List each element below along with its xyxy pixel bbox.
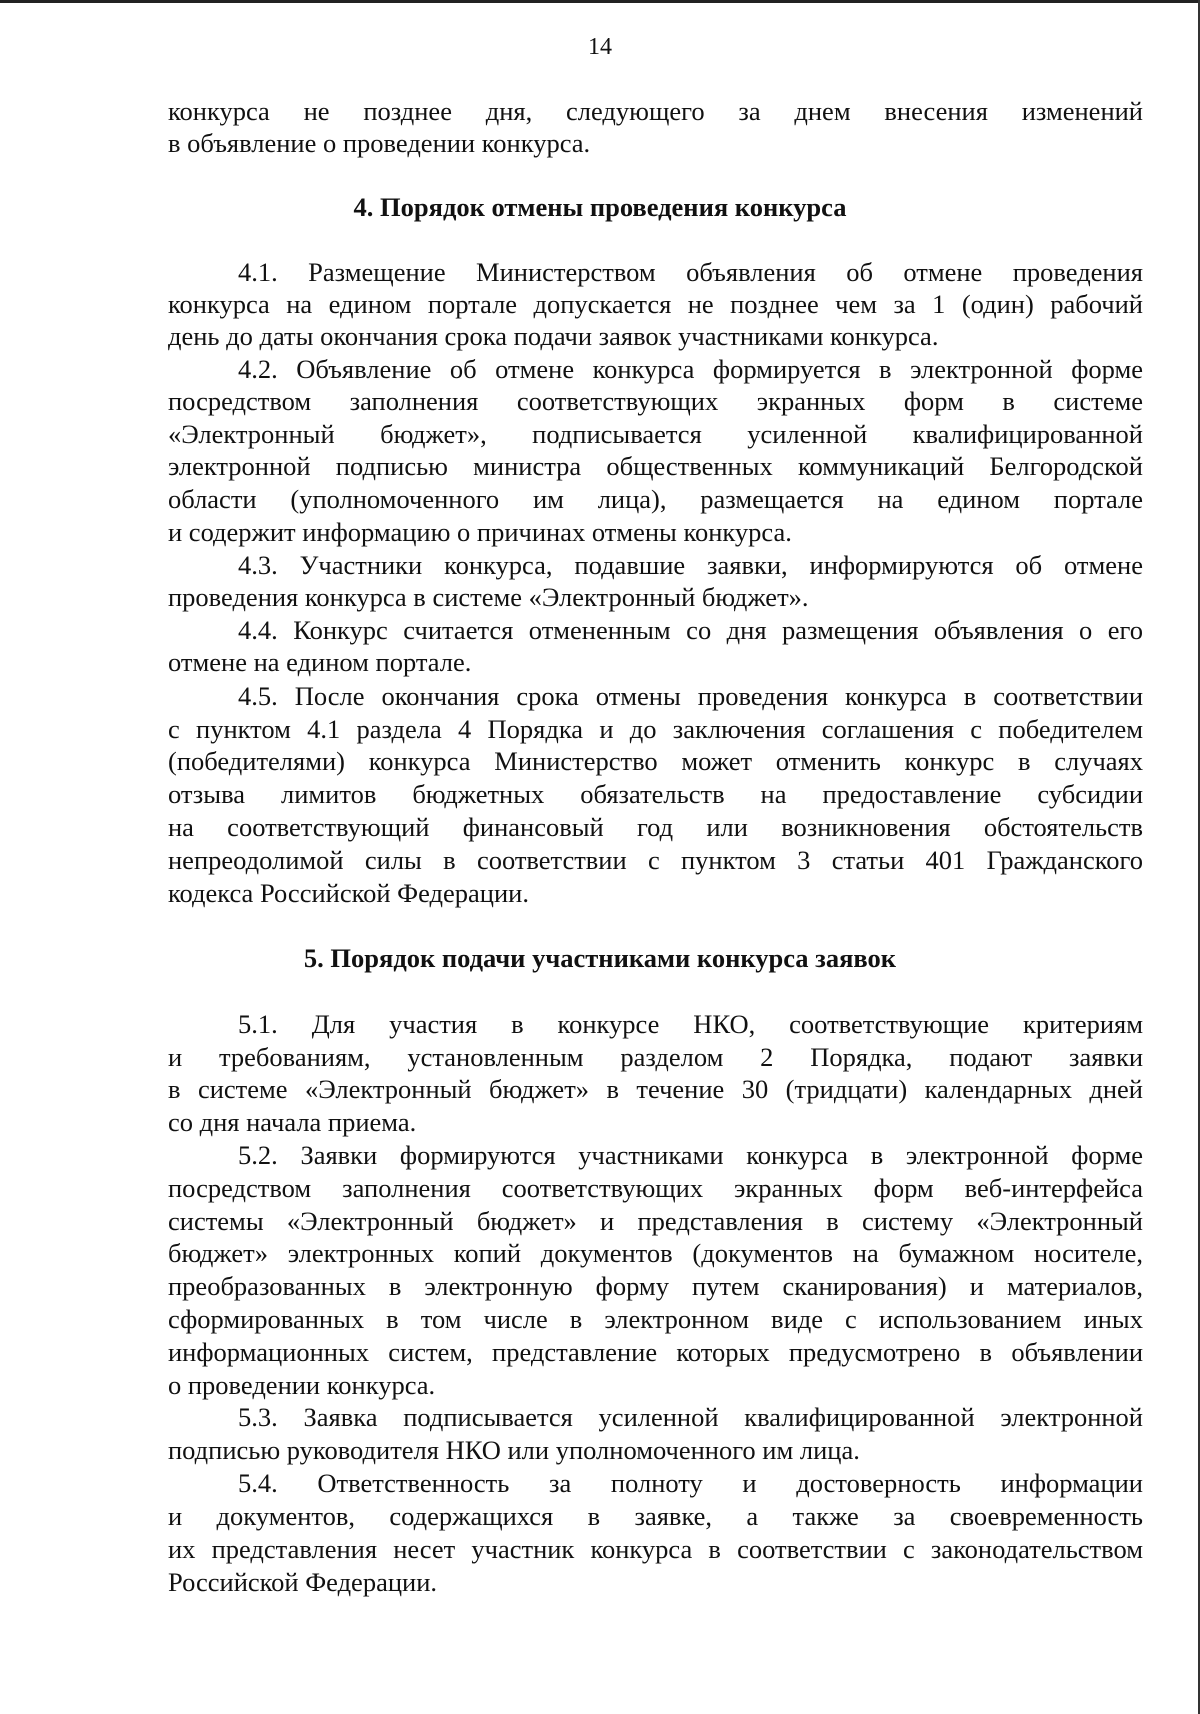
paragraph-5-2-line: сформированных в том числе в электронном виде с использованием иных bbox=[168, 1304, 1143, 1334]
paragraph-5-1-line: со дня начала приема. bbox=[168, 1107, 417, 1137]
section-5-heading: 5. Порядок подачи участниками конкурса заявок bbox=[303, 943, 897, 973]
paragraph-5-4-line: и документов, содержащихся в заявке, а также за своевременность bbox=[168, 1501, 1143, 1531]
paragraph-5-2-line: системы «Электронный бюджет» и представления в систему «Электронный bbox=[168, 1206, 1143, 1236]
paragraph-4-2-line: области (уполномоченного им лица), размещается на едином портале bbox=[168, 484, 1143, 514]
paragraph-5-3-line: подписью руководителя НКО или уполномоченного им лица. bbox=[168, 1435, 860, 1465]
paragraph-5-2-line: о проведении конкурса. bbox=[168, 1370, 436, 1400]
paragraph-5-2-line: преобразованных в электронную форму путем сканирования) и материалов, bbox=[168, 1271, 1143, 1301]
paragraph-4-2-line: посредством заполнения соответствующих экранных форм в системе bbox=[168, 386, 1143, 416]
paragraph-5-2-line: бюджет» электронных копий документов (документов на бумажном носителе, bbox=[168, 1238, 1143, 1268]
paragraph-4-2-line: 4.2. Объявление об отмене конкурса формируется в электронной форме bbox=[238, 354, 1143, 384]
paragraph-4-4-line: отмене на едином портале. bbox=[168, 647, 472, 677]
paragraph-5-4-line: Российской Федерации. bbox=[168, 1567, 437, 1597]
paragraph-4-1-line: день до даты окончания срока подачи заявок участниками конкурса. bbox=[168, 321, 939, 351]
paragraph-4-5-line: кодекса Российской Федерации. bbox=[168, 878, 529, 908]
paragraph-4-1-line: конкурса на едином портале допускается не позднее чем за 1 (один) рабочий bbox=[168, 289, 1143, 319]
paragraph-4-5-line: на соответствующий финансовый год или возникновения обстоятельств bbox=[168, 812, 1143, 842]
paragraph-5-3-line: 5.3. Заявка подписывается усиленной квалифицированной электронной bbox=[238, 1402, 1143, 1432]
section-4-heading: 4. Порядок отмены проведения конкурса bbox=[353, 192, 847, 222]
paragraph-4-3-line: 4.3. Участники конкурса, подавшие заявки, информируются об отмене bbox=[238, 550, 1143, 580]
paragraph-5-4-line: 5.4. Ответственность за полноту и достоверность информации bbox=[238, 1468, 1143, 1498]
paragraph-5-4-line: их представления несет участник конкурса в соответствии с законодательством bbox=[168, 1534, 1143, 1564]
paragraph-5-1-line: и требованиям, установленным разделом 2 Порядка, подают заявки bbox=[168, 1042, 1143, 1072]
paragraph-4-1-line: 4.1. Размещение Министерством объявления об отмене проведения bbox=[238, 257, 1143, 287]
paragraph-4-3-line: проведения конкурса в системе «Электронный бюджет». bbox=[168, 582, 809, 612]
paragraph-5-1-line: в системе «Электронный бюджет» в течение 30 (тридцати) календарных дней bbox=[168, 1074, 1143, 1104]
paragraph-4-4-line: 4.4. Конкурс считается отмененным со дня размещения объявления о его bbox=[238, 615, 1143, 645]
text-line: конкурса не позднее дня, следующего за днем внесения изменений bbox=[168, 96, 1143, 126]
paragraph-4-5-line: с пунктом 4.1 раздела 4 Порядка и до заключения соглашения с победителем bbox=[168, 714, 1143, 744]
page-number: 14 bbox=[588, 34, 612, 60]
paragraph-5-2-line: посредством заполнения соответствующих экранных форм веб-интерфейса bbox=[168, 1173, 1143, 1203]
scan-border-top bbox=[0, 0, 1200, 3]
paragraph-4-5-line: 4.5. После окончания срока отмены проведения конкурса в соответствии bbox=[238, 681, 1143, 711]
text-line: в объявление о проведении конкурса. bbox=[168, 128, 591, 158]
paragraph-4-2-line: электронной подписью министра общественных коммуникаций Белгородской bbox=[168, 451, 1143, 481]
paragraph-5-1-line: 5.1. Для участия в конкурсе НКО, соответствующие критериям bbox=[238, 1009, 1143, 1039]
paragraph-4-5-line: отзыва лимитов бюджетных обязательств на предоставление субсидии bbox=[168, 779, 1143, 809]
paragraph-4-2-line: и содержит информацию о причинах отмены конкурса. bbox=[168, 517, 792, 547]
paragraph-4-5-line: (победителями) конкурса Министерство может отменить конкурс в случаях bbox=[168, 746, 1143, 776]
paragraph-5-2-line: информационных систем, представление которых предусмотрено в объявлении bbox=[168, 1337, 1143, 1367]
paragraph-4-5-line: непреодолимой силы в соответствии с пунктом 3 статьи 401 Гражданского bbox=[168, 845, 1143, 875]
paragraph-5-2-line: 5.2. Заявки формируются участниками конкурса в электронной форме bbox=[238, 1140, 1143, 1170]
paragraph-4-2-line: «Электронный бюджет», подписывается усиленной квалифицированной bbox=[168, 419, 1143, 449]
